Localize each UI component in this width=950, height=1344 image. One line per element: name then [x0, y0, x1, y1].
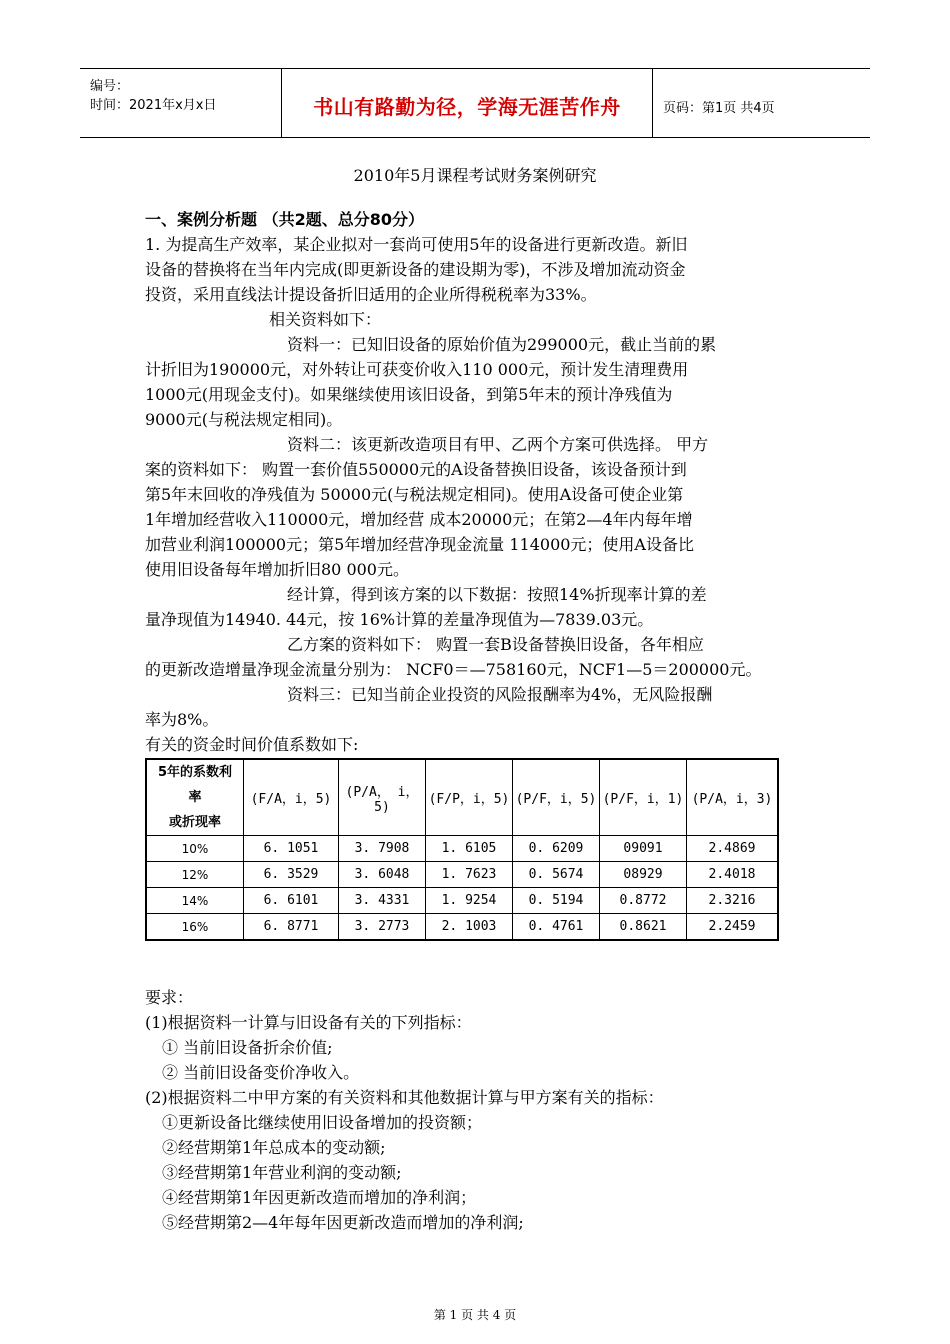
table-cell: 2.2459: [687, 914, 779, 941]
table-header-cell: (P/A， i， 5): [339, 759, 426, 836]
para-line: 1000元(用现金支付)。如果继续使用该旧设备，到第5年末的预计净残值为: [145, 385, 673, 404]
page-header: [80, 68, 870, 138]
req-subitem: ⑤经营期第2—4年每年因更新改造而增加的净利润;: [162, 1213, 524, 1232]
table-cell: 1. 9254: [426, 888, 513, 914]
rate-header-line: 5年的系数利: [157, 765, 233, 780]
table-cell: 16%: [146, 914, 244, 941]
table-cell: 2.4869: [687, 836, 779, 862]
table-header-cell: (P/F，i，1): [600, 759, 687, 836]
para-line: 有关的资金时间价值系数如下:: [145, 735, 359, 754]
req-subitem: ③经营期第1年营业利润的变动额;: [162, 1163, 402, 1182]
req-subitem: ② 当前旧设备变价净收入。: [162, 1063, 360, 1082]
table-header-cell: (P/A，i，3): [687, 759, 779, 836]
table-row: [146, 862, 778, 888]
table-cell: 0. 4761: [513, 914, 600, 941]
para-line: 乙方案的资料如下： 购置一套B设备替换旧设备，各年相应: [287, 635, 704, 654]
table-cell: 1. 7623: [426, 862, 513, 888]
req-subitem: ④经营期第1年因更新改造而增加的净利润；: [162, 1188, 477, 1207]
section-heading: 一、案例分析题 （共2题、总分80分）: [145, 210, 424, 229]
para-line: 使用旧设备每年增加折旧80 000元。: [145, 560, 409, 579]
coefficient-table: [145, 758, 779, 941]
para-line: 资料一：已知旧设备的原始价值为299000元，截止当前的累: [287, 335, 717, 354]
para-line: 1年增加经营收入110000元，增加经营 成本20000元；在第2—4年内每年增: [145, 510, 693, 529]
para-line: 计折旧为190000元，对外转让可获变价收入110 000元，预计发生清理费用: [145, 360, 689, 379]
req-subitem: ②经营期第1年总成本的变动额;: [162, 1138, 386, 1157]
table-cell: 10%: [146, 836, 244, 862]
para-line: 资料二：该更新改造项目有甲、乙两个方案可供选择。 甲方: [287, 435, 709, 454]
table-header-cell: (F/A，i，5): [244, 759, 339, 836]
para-line: 第5年末回收的净残值为 50000元(与税法规定相同)。使用A设备可使企业第: [145, 485, 684, 504]
table-cell: 14%: [146, 888, 244, 914]
para-line: 率为8%。: [145, 710, 219, 729]
table-cell: 3. 4331: [339, 888, 426, 914]
table-cell: 2. 1003: [426, 914, 513, 941]
table-cell: 2.4018: [687, 862, 779, 888]
table-cell: 0.8772: [600, 888, 687, 914]
table-cell: 09091: [600, 836, 687, 862]
table-cell: 08929: [600, 862, 687, 888]
table-cell: 3. 6048: [339, 862, 426, 888]
page-footer: 第 1 页 共 4 页: [433, 1308, 517, 1322]
table-row: [146, 888, 778, 914]
para-line: 设备的替换将在当年内完成(即更新设备的建设期为零)，不涉及增加流动资金: [145, 260, 686, 279]
req-subitem: ①更新设备比继续使用旧设备增加的投资额；: [162, 1113, 483, 1132]
header-meta: [80, 69, 280, 137]
table-cell: 1. 6105: [426, 836, 513, 862]
para-line: 1. 为提高生产效率，某企业拟对一套尚可使用5年的设备进行更新改造。新旧: [145, 235, 688, 254]
req-subitem: ① 当前旧设备折余价值;: [162, 1038, 333, 1057]
table-cell: 6. 1051: [244, 836, 339, 862]
req-item: (2)根据资料二中甲方案的有关资料和其他数据计算与甲方案有关的指标：: [145, 1088, 664, 1107]
page-info: 页码：第1页 共4页: [663, 101, 775, 116]
table-header-row: [146, 759, 778, 836]
rate-header-line: 或折现率: [168, 815, 221, 830]
table-cell: 6. 6101: [244, 888, 339, 914]
para-line: 9000元(与税法规定相同)。: [145, 410, 343, 429]
table-cell: 12%: [146, 862, 244, 888]
para-line: 加营业利润100000元；第5年增加经营净现金流量 114000元；使用A设备比: [145, 535, 694, 554]
doc-title: 2010年5月课程考试财务案例研究: [353, 166, 597, 185]
table-cell: 0. 6209: [513, 836, 600, 862]
table-header-cell: [146, 759, 244, 836]
table-cell: 6. 8771: [244, 914, 339, 941]
number-label: 编号：: [90, 79, 130, 94]
para-line: 量净现值为14940. 44元，按 16%计算的差量净现值为—7839.03元。: [145, 610, 654, 629]
table-row: [146, 836, 778, 862]
table-cell: 2.3216: [687, 888, 779, 914]
table-header-cell: (P/F，i，5): [513, 759, 600, 836]
table-cell: 3. 2773: [339, 914, 426, 941]
para-line: 相关资料如下：: [269, 310, 382, 329]
para-line: 的更新改造增量净现金流量分别为： NCF0＝—758160元，NCF1—5＝200000元。: [145, 660, 762, 679]
req-item: (1)根据资料一计算与旧设备有关的下列指标：: [145, 1013, 472, 1032]
table-cell: 0. 5194: [513, 888, 600, 914]
para-line: 资料三：已知当前企业投资的风险报酬率为4%，无风险报酬: [287, 685, 713, 704]
table-cell: 3. 7908: [339, 836, 426, 862]
table-row: [146, 914, 778, 941]
rate-header-line: 率: [188, 790, 202, 805]
requirements: [145, 985, 835, 1235]
para-line: 案的资料如下： 购置一套价值550000元的A设备替换旧设备，该设备预计到: [145, 460, 687, 479]
case-body: [145, 207, 825, 757]
table-cell: 0.8621: [600, 914, 687, 941]
table-cell: 0. 5674: [513, 862, 600, 888]
motto: 书山有路勤为径，学海无涯苦作舟: [313, 95, 621, 119]
para-line: 经计算，得到该方案的以下数据：按照14%折现率计算的差: [287, 585, 707, 604]
table-header-cell: (F/P，i，5): [426, 759, 513, 836]
header-motto-cell: [281, 69, 653, 137]
table-cell: 6. 3529: [244, 862, 339, 888]
para-line: 投资，采用直线法计提设备折旧适用的企业所得税税率为33%。: [145, 285, 597, 304]
time-label: 时间：2021年x月x日: [90, 98, 217, 113]
req-heading: 要求：: [145, 988, 194, 1007]
